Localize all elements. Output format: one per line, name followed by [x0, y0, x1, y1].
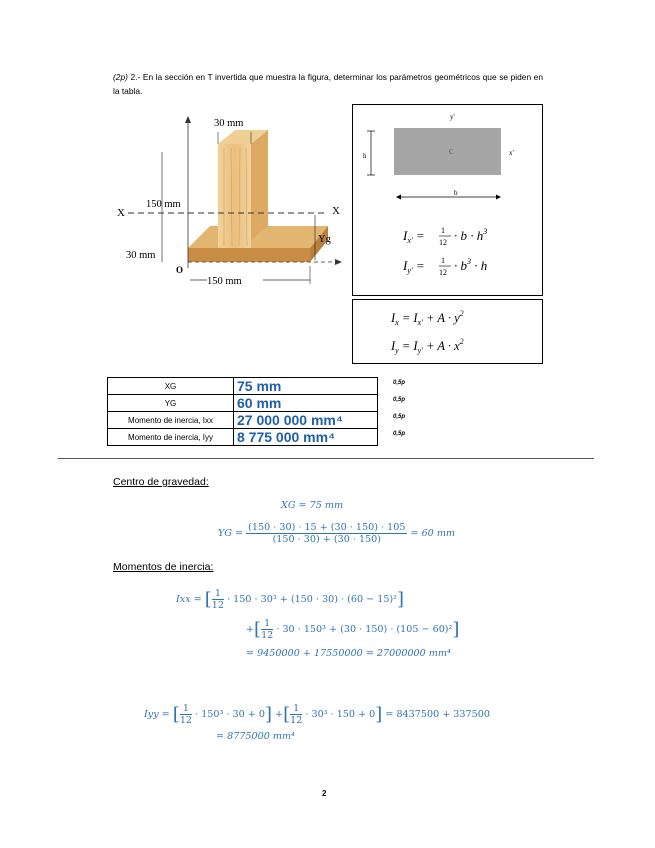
problem-points: (2p) [113, 72, 128, 82]
flange-thickness-label: 30 mm [126, 250, 156, 261]
rect-inertia-formulas [402, 226, 487, 277]
ixx-result: = 9450000 + 17550000 = 27000000 mm⁴ [246, 648, 451, 659]
table-label: YG [108, 395, 234, 412]
row-points: 0,5p [393, 414, 406, 420]
row-points: 0,5p [393, 380, 406, 386]
row-points: 0,5p [393, 397, 406, 403]
ixx-line-1: Ixx = [ $\frac{1}{12}$ · 150 · 30³ + (150 · 30) · (60 − 15)²] [176, 588, 405, 611]
svg-text:Iy = Iy' + A · x2: $I_y = I_{y'} + A \cdot x^2$ [391, 337, 464, 355]
rectangle-formula-panel [352, 104, 543, 296]
yg-label: Yg [318, 234, 331, 245]
inertia-heading: Momentos de inercia: [113, 561, 214, 573]
ixx-line-2: +[ $\frac{1}{12}$ · 30 · 150³ + (30 · 150) · (105 − 60)²] [246, 618, 460, 641]
rect-h-label: h [363, 152, 367, 160]
table-label: XG [108, 378, 234, 395]
table-value: 27 000 000 mm⁴ [234, 412, 378, 429]
rect-x-label: x' [509, 149, 514, 157]
svg-text:12: 12 [439, 268, 447, 277]
yg-numerator: (150 · 30) · 15 + (30 · 150) · 105 [248, 522, 406, 533]
steiner-formulas [353, 300, 542, 363]
section-divider [58, 458, 594, 459]
table-value: 8 775 000 mm⁴ [234, 429, 378, 446]
rect-y-label: y' [450, 113, 455, 121]
cg-heading: Centro de gravedad: [113, 476, 209, 488]
flange-width-label: 150 mm [207, 276, 242, 287]
problem-text: 2.- En la sección en T invertida que muestra la figura, determinar los parámetros geométricos que se piden en la tabla. [113, 72, 544, 96]
iyy-term-2: · 30³ · 150 + 0 [305, 709, 376, 720]
iyy-lhs: Iyy = [144, 709, 170, 720]
origin-label: O [176, 265, 184, 275]
axis-x-right-label: X [332, 205, 340, 217]
table-label: Momento de inercia, Ixx [108, 412, 234, 429]
ixx-term-2: · 30 · 150³ + (30 · 150) · (105 − 60)² [276, 624, 453, 635]
table-row [108, 395, 378, 412]
svg-text:· b3 · h: · $b^3 \cdot h$ [454, 257, 488, 273]
table-row [108, 378, 378, 395]
axis-x-left-label: X [117, 207, 125, 219]
web-width-label: 30 mm [214, 118, 244, 129]
row-points: 0,5p [393, 431, 406, 437]
iyy-term-1: · 150³ · 30 + 0 [195, 709, 265, 720]
flange-front-face [188, 248, 310, 262]
svg-text:Ix' =: $I_{x'}$ = [403, 228, 425, 245]
table-value: 60 mm [234, 395, 378, 412]
web-height-label: 150 mm [146, 199, 181, 210]
yg-lhs: YG = [218, 528, 244, 539]
iyy-line-1: Iyy = [ $\frac{1}{12}$ · 150³ · 30 + 0] +[ $\frac{1}{12}$ · 30³ · 150 + 0] = 8437500 + 337500 [144, 703, 490, 726]
t-section-figure [110, 108, 350, 290]
svg-text:1: 1 [441, 226, 445, 235]
iyy-result: = 8775000 mm⁴ [216, 731, 295, 742]
problem-statement [113, 70, 543, 98]
yg-fraction [246, 522, 407, 545]
steiner-formula-panel [352, 299, 543, 364]
yg-result: = 60 mm [410, 528, 456, 539]
rectangle-shape [394, 128, 501, 175]
table-label: Momento de inercia, Iyy [108, 429, 234, 446]
yg-denominator: (150 · 30) + (30 · 150) [272, 534, 382, 545]
page-number: 2 [322, 789, 327, 798]
ixx-lhs: Ixx = [176, 594, 202, 605]
yg-equation [218, 522, 455, 545]
rectangle-diagram [353, 105, 542, 295]
svg-text:· b · h3: · $b \cdot h^3$ [454, 227, 488, 243]
ixx-term-1: · 150 · 30³ + (150 · 30) · (60 − 15)² [227, 594, 398, 605]
svg-text:Iy' =: $I_{y'}$ = [403, 258, 425, 275]
rect-b-label: b [454, 189, 458, 197]
table-row [108, 412, 378, 429]
base-axis-arrow [335, 259, 342, 265]
y-axis-arrow [185, 116, 191, 123]
iyy-sum: = 8437500 + 337500 [385, 709, 490, 720]
rect-c-label: C [449, 148, 454, 156]
svg-text:12: 12 [439, 238, 447, 247]
web-side-face [251, 130, 268, 240]
results-table [107, 377, 378, 446]
svg-text:Ix = Ix' + A · y2: $I_x = I_{x'} + A \cdot y^2$ [391, 309, 464, 327]
xg-equation: XG = 75 mm [281, 500, 344, 511]
svg-text:1: 1 [441, 256, 445, 265]
table-row [108, 429, 378, 446]
table-value: 75 mm [234, 378, 378, 395]
